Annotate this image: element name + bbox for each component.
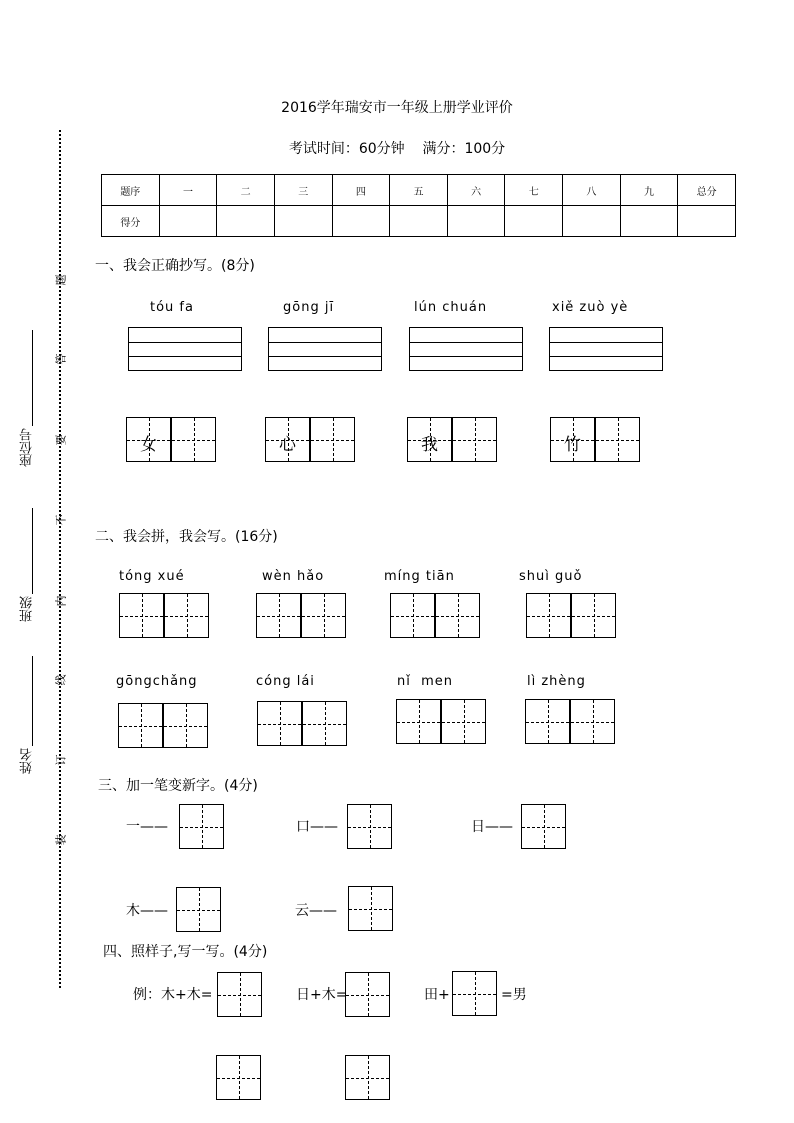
score-cell[interactable] xyxy=(390,206,448,237)
tianzige-cell[interactable] xyxy=(118,703,163,748)
tianzige-cell[interactable] xyxy=(257,701,302,746)
tianzige-cell[interactable] xyxy=(441,699,486,744)
seat-number-label: 座位号 xyxy=(20,428,35,467)
tianzige-cell[interactable] xyxy=(407,417,452,462)
tianzige-cell[interactable] xyxy=(550,417,595,462)
header-cell: 三 xyxy=(274,175,332,206)
pinyin-label: tóu fa xyxy=(150,300,194,315)
base-character: 口—— xyxy=(296,819,338,835)
score-cell[interactable] xyxy=(159,206,217,237)
tianzige-cell[interactable] xyxy=(301,593,346,638)
base-character: 一—— xyxy=(126,819,168,835)
name-label: 姓名 xyxy=(20,748,35,774)
tianzige-cell[interactable] xyxy=(348,886,393,931)
pinyin-label: míng tiān xyxy=(384,569,455,584)
binding-char: 答 xyxy=(54,353,68,365)
tianzige-cell[interactable] xyxy=(256,593,301,638)
pinyin-label: wèn hǎo xyxy=(262,569,325,584)
score-table-row xyxy=(102,206,736,237)
class-line[interactable] xyxy=(32,508,33,594)
model-character: 我 xyxy=(421,435,438,455)
copy-writing-lines[interactable] xyxy=(128,327,242,371)
header-cell: 六 xyxy=(447,175,505,206)
header-cell: 四 xyxy=(332,175,390,206)
binding-char: 内 xyxy=(54,595,68,607)
pinyin-label: tóng xué xyxy=(119,569,185,584)
header-cell: 五 xyxy=(390,175,448,206)
model-character: 竹 xyxy=(564,435,581,455)
equation-label: 田+ xyxy=(424,987,450,1003)
tianzige-cell[interactable] xyxy=(163,703,208,748)
tianzige-cell[interactable] xyxy=(216,1055,261,1100)
tianzige-cell[interactable] xyxy=(310,417,355,462)
tianzige-cell[interactable] xyxy=(347,804,392,849)
score-cell[interactable] xyxy=(563,206,621,237)
class-label: 班级 xyxy=(20,596,35,622)
section-3-title: 三、加一笔变新字。(4分) xyxy=(98,778,258,794)
section-2-title: 二、我会拼，我会写。(16分) xyxy=(95,529,278,545)
binding-char: 要 xyxy=(54,434,68,446)
score-table-header xyxy=(102,175,736,206)
section-1-title: 一、我会正确抄写。(8分) xyxy=(95,258,255,274)
binding-char: 题 xyxy=(54,274,68,286)
tianzige-cell[interactable] xyxy=(396,699,441,744)
pinyin-label: xiě zuò yè xyxy=(552,300,629,315)
equation-label: 日+木= xyxy=(296,987,348,1003)
tianzige-cell[interactable] xyxy=(571,593,616,638)
pinyin-label: gōngchǎng xyxy=(116,674,198,689)
pinyin-label: lún chuán xyxy=(414,300,488,315)
binding-char: 装 xyxy=(54,834,68,846)
page-title: 2016学年瑞安市一年级上册学业评价 xyxy=(281,100,513,116)
tianzige-cell[interactable] xyxy=(526,593,571,638)
header-cell: 七 xyxy=(505,175,563,206)
tianzige-cell[interactable] xyxy=(179,804,224,849)
tianzige-cell[interactable] xyxy=(345,972,390,1017)
header-cell: 九 xyxy=(620,175,678,206)
score-cell[interactable] xyxy=(505,206,563,237)
tianzige-cell[interactable] xyxy=(217,972,262,1017)
copy-writing-lines[interactable] xyxy=(268,327,382,371)
score-cell[interactable] xyxy=(447,206,505,237)
score-cell[interactable] xyxy=(332,206,390,237)
score-cell[interactable] xyxy=(678,206,736,237)
pinyin-label: shuì guǒ xyxy=(519,569,583,584)
binding-line xyxy=(59,130,61,988)
copy-writing-lines[interactable] xyxy=(549,327,663,371)
tianzige-cell[interactable] xyxy=(302,701,347,746)
binding-char: 线 xyxy=(54,674,68,686)
example-label: 例：木+木= xyxy=(133,987,213,1003)
tianzige-cell[interactable] xyxy=(176,887,221,932)
pinyin-label: lì zhèng xyxy=(527,674,586,689)
model-character: 女 xyxy=(140,435,157,455)
pinyin-label: gōng jī xyxy=(283,300,335,315)
model-character: 心 xyxy=(279,435,296,455)
header-cell: 八 xyxy=(563,175,621,206)
binding-char: 订 xyxy=(54,754,68,766)
tianzige-cell[interactable] xyxy=(452,971,497,1016)
header-cell: 二 xyxy=(217,175,275,206)
tianzige-cell[interactable] xyxy=(171,417,216,462)
tianzige-cell[interactable] xyxy=(452,417,497,462)
tianzige-cell[interactable] xyxy=(126,417,171,462)
base-character: 木—— xyxy=(126,903,168,919)
tianzige-cell[interactable] xyxy=(595,417,640,462)
base-character: 日—— xyxy=(471,819,513,835)
pinyin-label: cóng lái xyxy=(256,674,315,689)
pinyin-label: nǐ men xyxy=(397,674,454,689)
base-character: 云—— xyxy=(295,903,337,919)
tianzige-cell[interactable] xyxy=(525,699,570,744)
header-cell: 一 xyxy=(159,175,217,206)
tianzige-cell[interactable] xyxy=(345,1055,390,1100)
tianzige-cell[interactable] xyxy=(265,417,310,462)
tianzige-cell[interactable] xyxy=(119,593,164,638)
section-4-title: 四、照样子,写一写。(4分) xyxy=(103,944,268,960)
binding-char: 不 xyxy=(54,514,68,526)
tianzige-cell[interactable] xyxy=(164,593,209,638)
score-cell[interactable] xyxy=(274,206,332,237)
tianzige-cell[interactable] xyxy=(390,593,435,638)
name-line[interactable] xyxy=(32,656,33,746)
header-cell: 题序 xyxy=(102,175,160,206)
seat-number-line[interactable] xyxy=(32,330,33,426)
tianzige-cell[interactable] xyxy=(435,593,480,638)
equation-result: =男 xyxy=(501,987,527,1003)
copy-writing-lines[interactable] xyxy=(409,327,523,371)
score-cell[interactable] xyxy=(620,206,678,237)
tianzige-cell[interactable] xyxy=(521,804,566,849)
tianzige-cell[interactable] xyxy=(570,699,615,744)
score-cell[interactable] xyxy=(217,206,275,237)
score-table xyxy=(101,174,736,237)
exam-info: 考试时间：60分钟 满分：100分 xyxy=(288,141,506,157)
row-label: 得分 xyxy=(102,206,160,237)
header-cell: 总分 xyxy=(678,175,736,206)
